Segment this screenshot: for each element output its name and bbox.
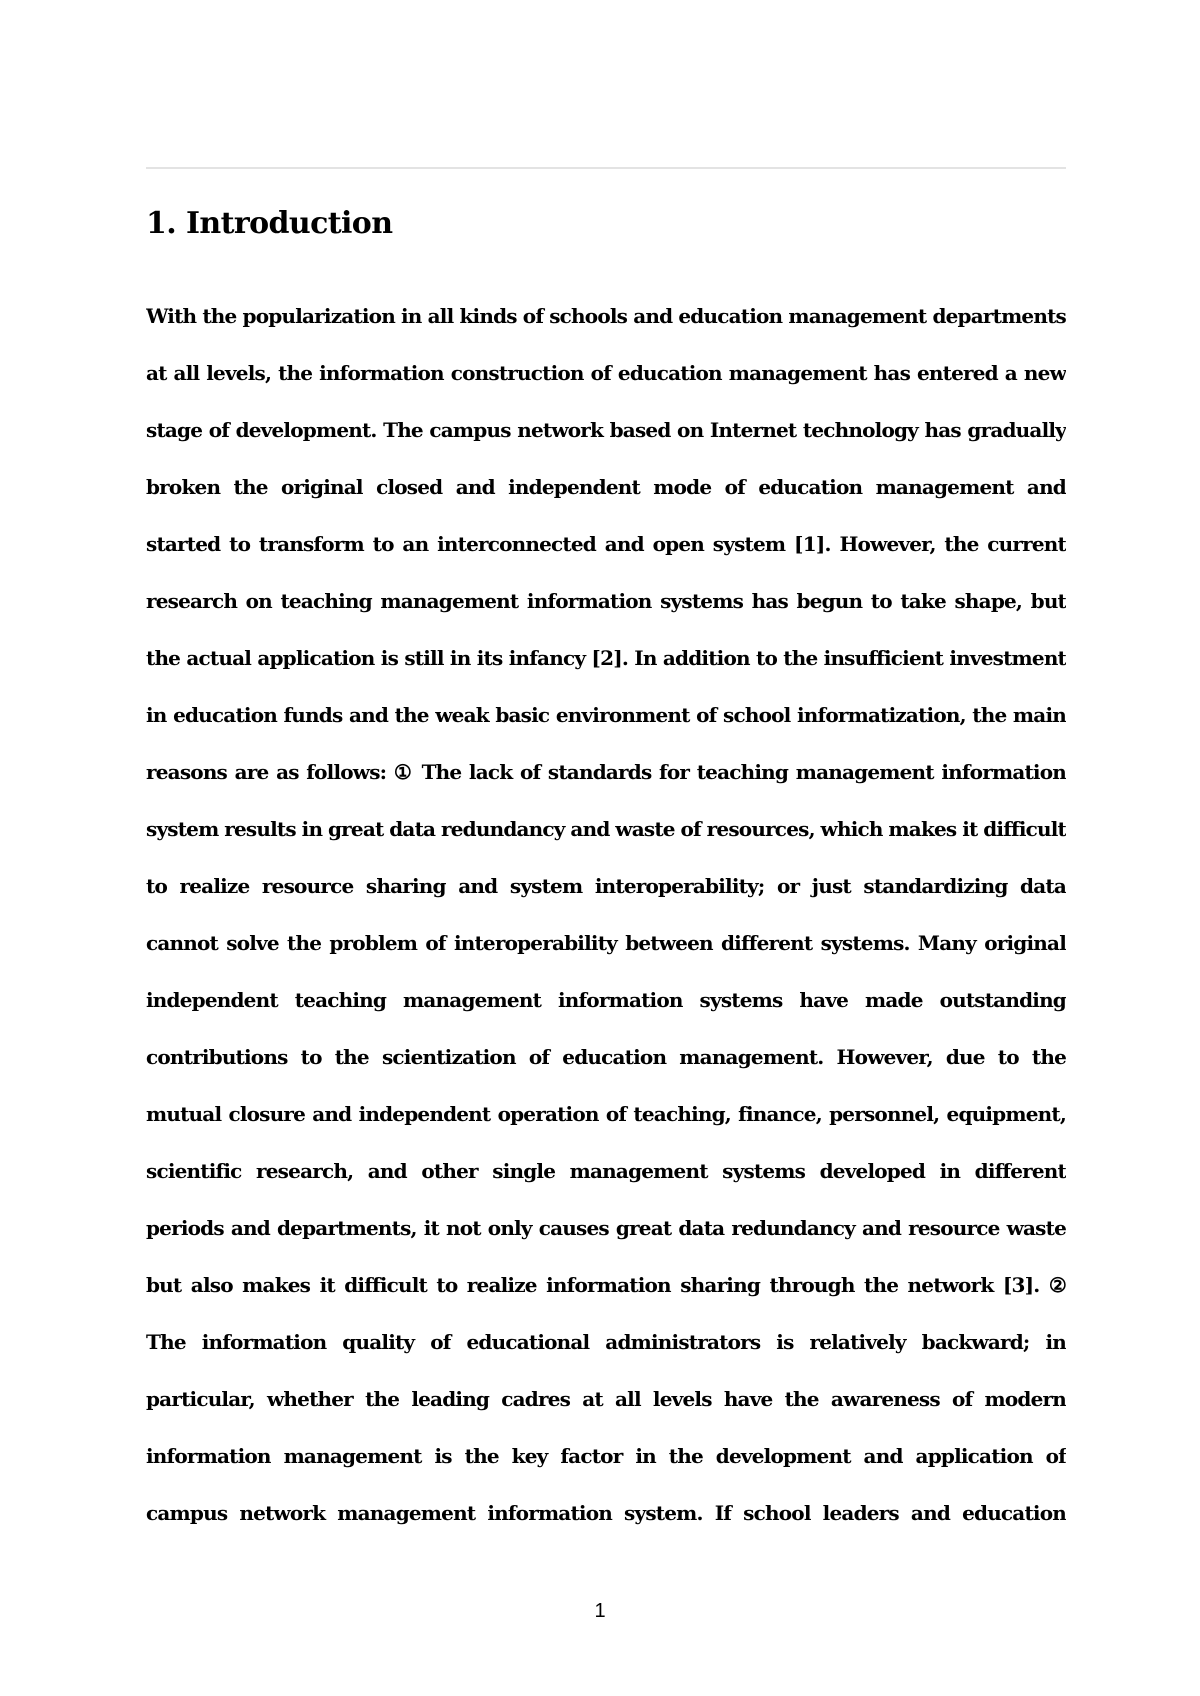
- paragraph-line: scientific research, and other single management systems developed in different: [146, 1159, 1066, 1183]
- paragraph-line: With the popularization in all kinds of schools and education management departments: [146, 304, 1066, 328]
- paragraph-line: research on teaching management information systems has begun to take shape, but: [146, 589, 1066, 613]
- paragraph-line: started to transform to an interconnected and open system [1]. However, the current: [146, 532, 1066, 556]
- paragraph-line: contributions to the scientization of education management. However, due to the: [146, 1045, 1066, 1069]
- section-heading: 1. Introduction: [146, 206, 393, 241]
- header-rule: [146, 167, 1066, 169]
- paragraph-line: to realize resource sharing and system interoperability; or just standardizing data: [146, 874, 1066, 898]
- paragraph-line: the actual application is still in its infancy [2]. In addition to the insufficient investment: [146, 646, 1066, 670]
- paragraph-line: periods and departments, it not only causes great data redundancy and resource waste: [146, 1216, 1066, 1240]
- paragraph-line: reasons are as follows: ① The lack of standards for teaching management information: [146, 760, 1066, 784]
- paragraph-line: system results in great data redundancy and waste of resources, which makes it difficult: [146, 817, 1066, 841]
- paragraph-line: cannot solve the problem of interoperability between different systems. Many original: [146, 931, 1066, 955]
- paragraph-line: in education funds and the weak basic environment of school informatization, the main: [146, 703, 1066, 727]
- paragraph-line: but also makes it difficult to realize information sharing through the network [3]. ②: [146, 1273, 1066, 1297]
- paragraph-line: The information quality of educational administrators is relatively backward; in: [146, 1330, 1066, 1354]
- paragraph-line: independent teaching management information systems have made outstanding: [146, 988, 1066, 1012]
- page-number: 1: [594, 1600, 606, 1622]
- paragraph-line: information management is the key factor in the development and application of: [146, 1444, 1066, 1468]
- paragraph-line: mutual closure and independent operation of teaching, finance, personnel, equipment,: [146, 1102, 1066, 1126]
- paragraph-line: broken the original closed and independent mode of education management and: [146, 475, 1066, 499]
- paragraph-line: at all levels, the information construction of education management has entered a new: [146, 361, 1066, 385]
- paragraph-line: campus network management information system. If school leaders and education: [146, 1501, 1066, 1525]
- body-paragraph: [146, 296, 1066, 1550]
- paragraph-line: particular, whether the leading cadres at all levels have the awareness of modern: [146, 1387, 1066, 1411]
- paragraph-line: stage of development. The campus network based on Internet technology has gradually: [146, 418, 1066, 442]
